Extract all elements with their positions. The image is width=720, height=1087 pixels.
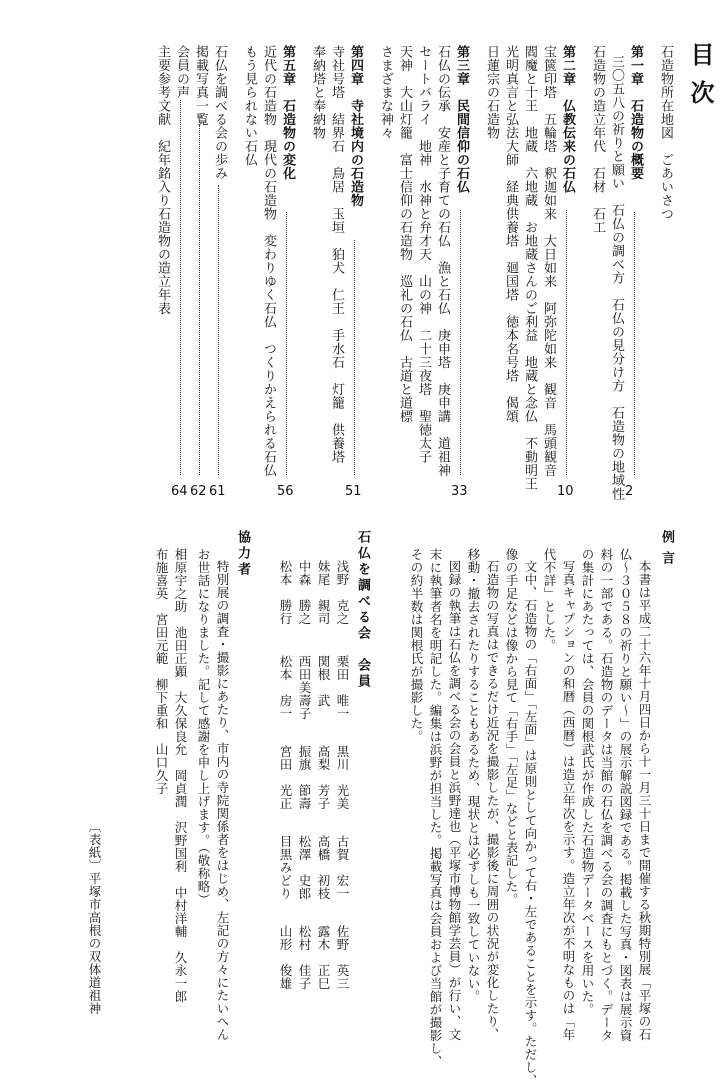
page-number: 51	[345, 484, 362, 499]
cover-text: 平塚市高根の双体道祖神	[87, 872, 102, 1015]
notes-line: 石造物の写真はできるだけ近況を撮影したが、撮影後に周囲の状況が変化したり、	[485, 560, 500, 1041]
notes-line: 本書は平成二十六年十月四日から十一月三十日まで開催する秋期特別展「平塚の石	[637, 560, 652, 1041]
member-name: 栗田 唯一	[335, 655, 350, 720]
toc-entry: 天神 大山灯籠 富士信仰の石造物 巡礼の石仏 古道と道標	[397, 45, 412, 423]
cooperation-line: お世話になりました。記して感謝を申し上げます。（敬称略）	[196, 548, 211, 906]
member-name: 振旗 節壽	[297, 745, 312, 810]
notes-line: その約半数は関根氏が撮影した。	[409, 548, 424, 743]
toc-entry: 主要参考文献 紀年銘入り石造物の造立年表	[155, 45, 170, 315]
toc-entry: 三〇五八の祈りと願い 石仏の調べ方 石仏の見分け方 石造物の地域性	[609, 55, 624, 501]
chapter-heading: 第五章 石造物の変化	[280, 45, 295, 180]
member-name: 妹尾 親司	[316, 560, 331, 625]
page-number: 64	[171, 484, 188, 499]
notes-line: 像の手足などは像から見て「右手」「左足」などと表記した。	[504, 548, 519, 906]
notes-line: 料の一部である。石造物のデータは当館の石仏を調べる会の調査にもとづく。データ	[599, 548, 614, 1042]
member-name: 高梨 芳子	[316, 745, 331, 810]
notes-line: の集計にあたっては、会員の関根武氏が作成した石造物データベースを用いた。	[580, 548, 595, 1016]
member-name: 松澤 史郎	[297, 835, 312, 900]
member-name: 関根 武	[316, 655, 331, 707]
notes-line: 写真キャプションの和暦（西暦）は造立年次を示す。造立年次が不明なものは「年	[561, 560, 576, 1041]
toc-entry: さまざまな神々	[378, 45, 393, 140]
chapter-heading: 第三章 民間信仰の石仏	[454, 45, 469, 194]
notes-line: 図録の執筆は石仏を調べる会の会員と浜野達也（平塚市博物館学芸員）が行い、文	[447, 560, 462, 1041]
member-name: 黒川 光美	[335, 745, 350, 810]
page-number: 33	[451, 484, 468, 499]
member-name: 目黒みどり	[278, 835, 293, 900]
member-name: 宮田 光正	[278, 745, 293, 810]
chapter-heading: 第一章 石造物の概要	[628, 45, 643, 180]
member-name: 中森 勝之	[297, 560, 312, 625]
toc-entry: 石造物の造立年代 石材 石工	[590, 45, 605, 234]
member-name: 高橋 初枝	[316, 835, 331, 900]
leader-dots	[354, 240, 355, 475]
member-name: 山形 俊雄	[278, 925, 293, 990]
member-name: 浅野 克之	[335, 560, 350, 625]
leader-dots	[199, 125, 200, 475]
notes-line: 文中、石造物の「右面」「左面」は原則として向かって右・左であることを示す。ただし、	[523, 560, 538, 1087]
members-heading: 石仏を調べる会 会員	[355, 530, 370, 690]
notes-line: 仏〜３０５８の祈りと願い〜」の展示解説図録である。掲載した写真・図表は展示資	[618, 548, 633, 1042]
toc-entry: 閻魔と十王 地蔵 六地蔵 お地蔵さんのご利益 地蔵と念仏 不動明王	[522, 45, 537, 491]
cover-label: 〔表紙〕	[87, 820, 102, 872]
chapter-heading: 第二章 仏教伝来の石仏	[560, 45, 575, 194]
notes-line: 代不詳」とした。	[542, 548, 557, 652]
page-number: 2	[625, 484, 634, 499]
cooperator-names: 相原宇之助 池田正顕 大久保良允 岡貞潤 沢野国利 中村洋輔 久永一郎	[173, 548, 188, 1003]
toc-title: 目次	[686, 42, 715, 118]
toc-entry: もう見られない石仏	[242, 45, 257, 167]
member-name: 西田美壽子	[297, 655, 312, 720]
member-name: 佐野 英三	[335, 925, 350, 990]
chapter-heading: 第四章 寺社境内の石造物	[348, 45, 363, 207]
page-number: 62	[190, 484, 207, 499]
member-name: 松村 佳子	[297, 925, 312, 990]
cooperation-heading: 協力者	[235, 530, 250, 578]
notes-line: 末に執筆者名を明記した。編集は浜野が担当した。掲載写真は会員および当館が撮影し、	[428, 548, 443, 1068]
leader-dots	[634, 212, 635, 475]
toc-entry: 石造物所在地図 ごあいさつ	[658, 45, 673, 221]
toc-entry: 宝篋印塔 五輪塔 釈迦如来 大日如来 阿弥陀如来 観音 馬頭観音	[541, 45, 556, 477]
leader-dots	[218, 185, 219, 475]
member-name: 松本 房一	[278, 655, 293, 720]
member-name: 露木 正巳	[316, 925, 331, 990]
notes-line: 移動・撤去されたりすることもあるため、現状とは必ずしも一致していない。	[466, 548, 481, 1003]
page-number: 56	[277, 484, 294, 499]
cover-caption	[86, 820, 102, 1015]
member-name: 古賀 宏一	[335, 835, 350, 900]
leader-dots	[566, 210, 567, 475]
page-number: 61	[209, 484, 226, 499]
cooperator-names: 布施喜英 宮田元範 柳下重和 山口久子	[154, 548, 169, 795]
leader-dots	[180, 100, 181, 475]
cooperation-line: 特別展の調査・撮影にあたり、市内の寺院関係者をはじめ、左記の方々にたいへん	[215, 560, 230, 1041]
page-number: 10	[557, 484, 574, 499]
toc-entry: 光明真言と弘法大師 経典供養塔 廻国塔 徳本名号塔 偈頌	[503, 45, 518, 423]
notes-heading: 例言	[659, 530, 674, 572]
leader-dots	[460, 210, 461, 475]
toc-entry: 奉納塔と奉納物	[310, 45, 325, 140]
toc-entry: 会員の声	[174, 45, 189, 99]
toc-entry: 寺社号塔 結界石 鳥居 玉垣 狛犬 仁王 手水石 灯籠 供養塔	[329, 45, 344, 464]
leader-dots	[286, 212, 287, 475]
toc-entry: 石仏の伝承 安産と子育ての石仏 漁と石仏 庚申塔 庚申講 道祖神	[435, 45, 450, 477]
member-name: 松本 勝行	[278, 560, 293, 625]
toc-entry: 日蓮宗の石造物	[484, 45, 499, 140]
toc-entry: 近代の石造物 現代の石造物 変わりゆく石仏 つくりかえられる石仏	[261, 45, 276, 477]
toc-entry: 掲載写真一覧	[193, 45, 208, 126]
toc-entry: セートバライ 地神 水神と弁才天 山の神 二十三夜塔 聖徳太子	[416, 45, 431, 464]
toc-entry: 石仏を調べる会の歩み	[212, 45, 227, 180]
